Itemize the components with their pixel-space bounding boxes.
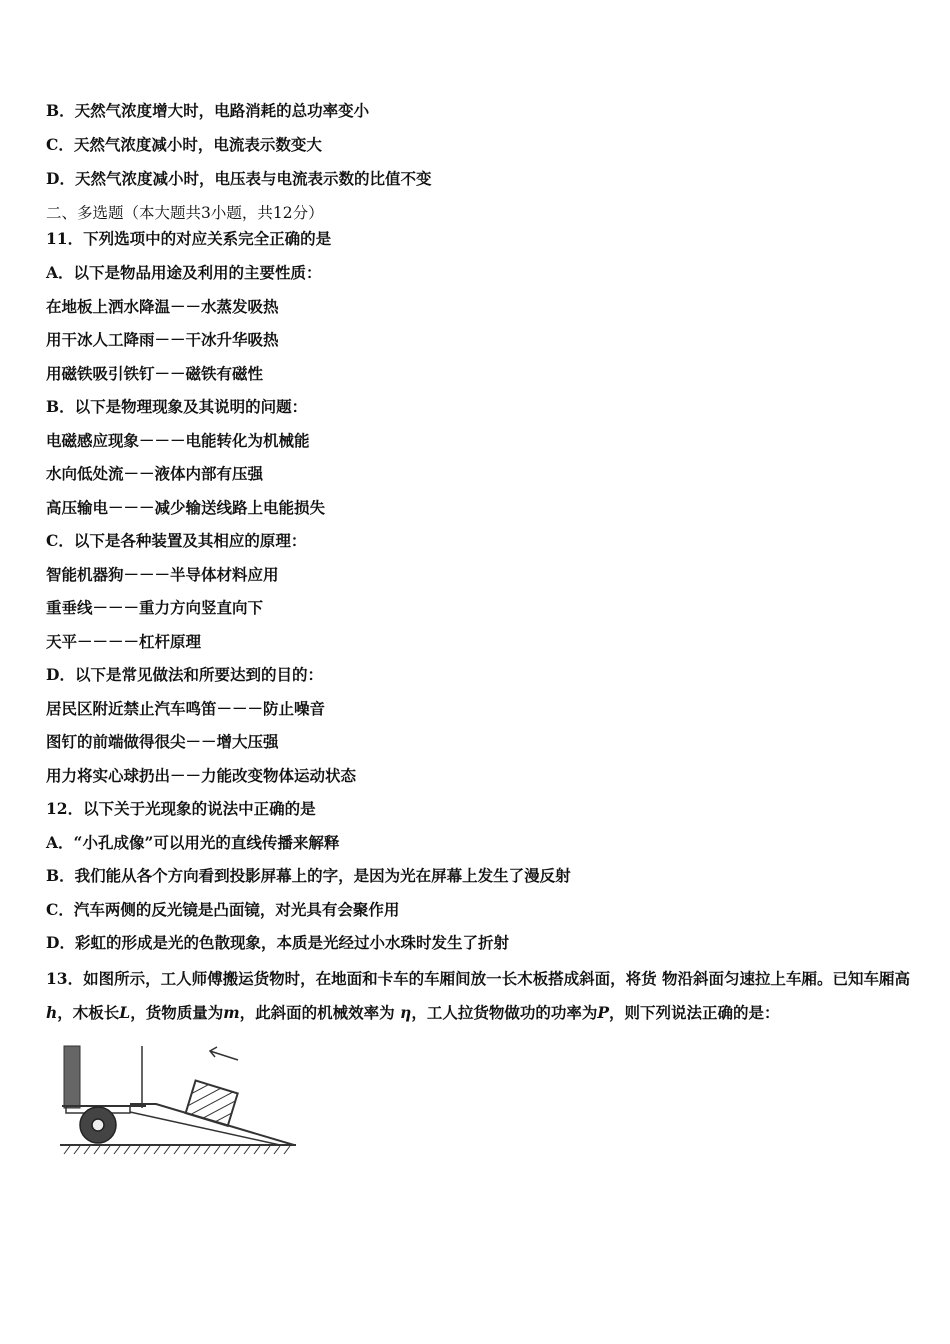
q11-c-item-3: 天平－－－－杠杆原理 — [46, 632, 202, 651]
ground-hatching — [64, 1146, 290, 1154]
q11-d-item-1: 居民区附近禁止汽车鸣笛－－－防止噪音 — [46, 699, 326, 718]
q11-option-d: D．以下是常见做法和所要达到的目的： — [46, 665, 323, 684]
q12-option-d: D．彩虹的形成是光的色散现象，本质是光经过小水珠时发生了折射 — [46, 933, 509, 952]
q11-b-item-2: 水向低处流－－液体内部有压强 — [46, 464, 264, 483]
q13-text-3: ，货物质量为 — [130, 1003, 224, 1022]
q11-option-b: B．以下是物理现象及其说明的问题： — [46, 397, 308, 416]
q11-a-item-3: 用磁铁吸引铁钉－－磁铁有磁性 — [46, 364, 264, 383]
var-m: m — [223, 1003, 240, 1022]
line-option-d-gas: D．天然气浓度减小时，电压表与电流表示数的比值不变 — [46, 169, 432, 188]
q12-option-a: A．“小孔成像”可以用光的直线传播来解释 — [46, 833, 340, 852]
truck-wall — [64, 1046, 80, 1108]
q12-option-b: B．我们能从各个方向看到投影屏幕上的字，是因为光在屏幕上发生了漫反射 — [46, 866, 571, 885]
var-eta: η — [400, 1003, 412, 1022]
question-12-stem: 12．以下关于光现象的说法中正确的是 — [46, 799, 316, 818]
q11-d-item-2: 图钉的前端做得很尖－－增大压强 — [46, 732, 279, 751]
truck-ramp-figure — [56, 1042, 301, 1160]
q11-a-item-2: 用干冰人工降雨－－干冰升华吸热 — [46, 330, 279, 349]
q13-text-1: 13．如图所示，工人师傅搬运货物时，在地面和卡车的车厢间放一长木板搭成斜面，将货 物沿斜面匀速拉上车厢。已知车厢高 — [46, 969, 910, 988]
cargo-box — [186, 1081, 238, 1126]
q11-c-item-1: 智能机器狗－－－半导体材料应用 — [46, 565, 279, 584]
truck-wheel-hub — [92, 1119, 104, 1131]
question-13-stem — [46, 962, 916, 1030]
q11-b-item-3: 高压输电－－－减少输送线路上电能损失 — [46, 498, 326, 517]
q11-b-item-1: 电磁感应现象－－－电能转化为机械能 — [46, 431, 310, 450]
var-h: h — [46, 1003, 58, 1022]
q13-text-4: ，此斜面的机械效率为 — [239, 1003, 395, 1022]
q13-text-6: ，则下列说法正确的是： — [609, 1003, 780, 1022]
question-11-stem: 11．下列选项中的对应关系完全正确的是 — [46, 229, 332, 248]
section-heading-multiple-choice: 二、多选题（本大题共3小题，共12分） — [46, 204, 324, 222]
var-P: P — [597, 1003, 609, 1022]
var-L: L — [119, 1003, 131, 1022]
line-option-b-gas: B．天然气浓度增大时，电路消耗的总功率变小 — [46, 101, 370, 120]
q11-d-item-3: 用力将实心球扔出－－力能改变物体运动状态 — [46, 766, 357, 785]
q11-option-c: C．以下是各种装置及其相应的原理： — [46, 531, 307, 550]
line-option-c-gas: C．天然气浓度减小时，电流表示数变大 — [46, 135, 322, 154]
q11-a-item-1: 在地板上洒水降温－－水蒸发吸热 — [46, 297, 279, 316]
q13-text-5: ，工人拉货物做功的功率为 — [411, 1003, 598, 1022]
q12-option-c: C．汽车两侧的反光镜是凸面镜，对光具有会聚作用 — [46, 900, 400, 919]
q11-option-a: A．以下是物品用途及利用的主要性质： — [46, 263, 322, 282]
q11-c-item-2: 重垂线－－－重力方向竖直向下 — [46, 598, 264, 617]
q13-text-2: ，木板长 — [57, 1003, 120, 1022]
